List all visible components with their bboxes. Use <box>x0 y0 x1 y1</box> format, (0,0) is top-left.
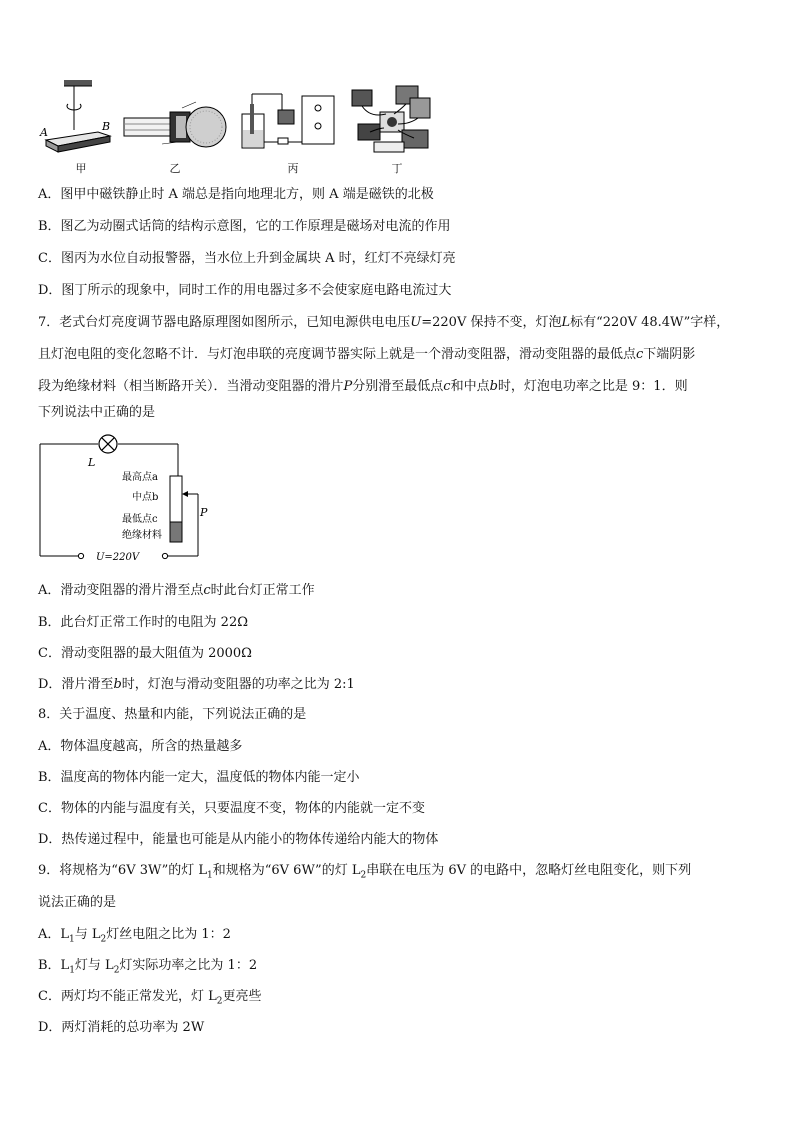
figure-jia <box>38 78 118 158</box>
q6-option-a: A．图甲中磁铁静止时 A 端总是指向地理北方，则 A 端是磁铁的北极 <box>38 187 434 202</box>
q8-stem: 8．关于温度、热量和内能，下列说法正确的是 <box>38 707 307 722</box>
q6-option-d: D．图丁所示的现象中，同时工作的用电器过多不会使家庭电路电流过大 <box>38 283 452 298</box>
slider-label: P <box>200 506 208 519</box>
overload-figure <box>350 84 434 158</box>
magnet-figure <box>38 78 118 158</box>
q6-option-c: C．图丙为水位自动报警器，当水位上升到金属块 A 时，红灯不亮绿灯亮 <box>38 251 456 266</box>
caption-jia: 甲 <box>75 162 87 175</box>
q9-option-b: B．$L_1$灯与 $L_2$灯实际功率之比为 1：2 <box>38 958 258 976</box>
q7-stem-line2: 且灯泡电阻的变化忽略不计．与灯泡串联的亮度调节器实际上就是一个滑动变阻器，滑动变阻器的最低点c下端阴影 <box>38 347 696 362</box>
figure-ding <box>350 84 434 158</box>
label-a: A <box>40 126 48 139</box>
voltage-label: U=220V <box>96 552 140 563</box>
q9-option-a: A．$L_1$与 $L_2$灯丝电阻之比为 1：2 <box>38 927 231 945</box>
q7-option-b: B．此台灯正常工作时的电阻为 22Ω <box>38 615 249 630</box>
low-point-label: 最低点c <box>122 514 158 525</box>
q7-option-d: D．滑片滑至b时，灯泡与滑动变阻器的功率之比为 2:1 <box>38 677 355 692</box>
terminal-left-icon <box>78 553 83 558</box>
top-point-label: 最高点a <box>122 472 158 483</box>
q7-stem-line3: 段为绝缘材料（相当断路开关）．当滑动变阻器的滑片P分别滑至最低点c和中点b时，灯泡电功率之比是 9：1．则 <box>38 379 688 394</box>
terminal-right-icon <box>162 553 167 558</box>
q9-stem-line2: 说法正确的是 <box>38 895 117 910</box>
figure-yi <box>122 98 232 158</box>
q6-option-b: B．图乙为动圈式话筒的结构示意图，它的工作原理是磁场对电流的作用 <box>38 219 451 234</box>
figure-bing <box>238 90 338 160</box>
q7-option-c: C．滑动变阻器的最大阻值为 2000Ω <box>38 646 252 661</box>
q8-option-b: B．温度高的物体内能一定大，温度低的物体内能一定小 <box>38 770 360 785</box>
q9-option-d: D．两灯消耗的总功率为 2W <box>38 1020 205 1035</box>
q9-option-c: C．两灯均不能正常发光，灯 $L_2$更亮些 <box>38 989 262 1007</box>
caption-bing: 丙 <box>287 162 299 175</box>
q7-stem-line4: 下列说法中正确的是 <box>38 405 156 420</box>
q9-stem-line1: 9．将规格为“6V 3W”的灯 $L_1$和规格为“6V 6W”的灯 $L_2$串联在电压为 6V 的电路中，忽略灯丝电阻变化，则下列 <box>38 863 692 881</box>
q8-option-c: C．物体的内能与温度有关，只要温度不变，物体的内能就一定不变 <box>38 801 425 816</box>
microphone-figure <box>122 98 232 158</box>
q8-option-a: A．物体温度越高，所含的热量越多 <box>38 739 243 754</box>
slider-arrow-icon <box>182 491 188 497</box>
lamp-circuit-diagram <box>36 432 216 572</box>
lamp-label: L <box>88 456 96 469</box>
label-b: B <box>102 120 111 133</box>
insulation-label: 绝缘材料 <box>122 530 162 541</box>
water-alarm-figure <box>238 90 338 160</box>
q7-stem-line1: 7．老式台灯亮度调节器电路原理图如图所示，已知电源供电电压U=220V 保持不变，灯泡L标有“220V 48.4W”字样， <box>38 315 730 330</box>
mid-point-label: 中点b <box>132 492 159 503</box>
figure-row <box>38 78 438 180</box>
q8-option-d: D．热传递过程中，能量也可能是从内能小的物体传递给内能大的物体 <box>38 832 439 847</box>
insulation-segment <box>170 522 182 542</box>
caption-yi: 乙 <box>169 162 181 175</box>
q7-option-a: A．滑动变阻器的滑片滑至点c时此台灯正常工作 <box>38 583 315 598</box>
caption-ding: 丁 <box>391 162 403 175</box>
